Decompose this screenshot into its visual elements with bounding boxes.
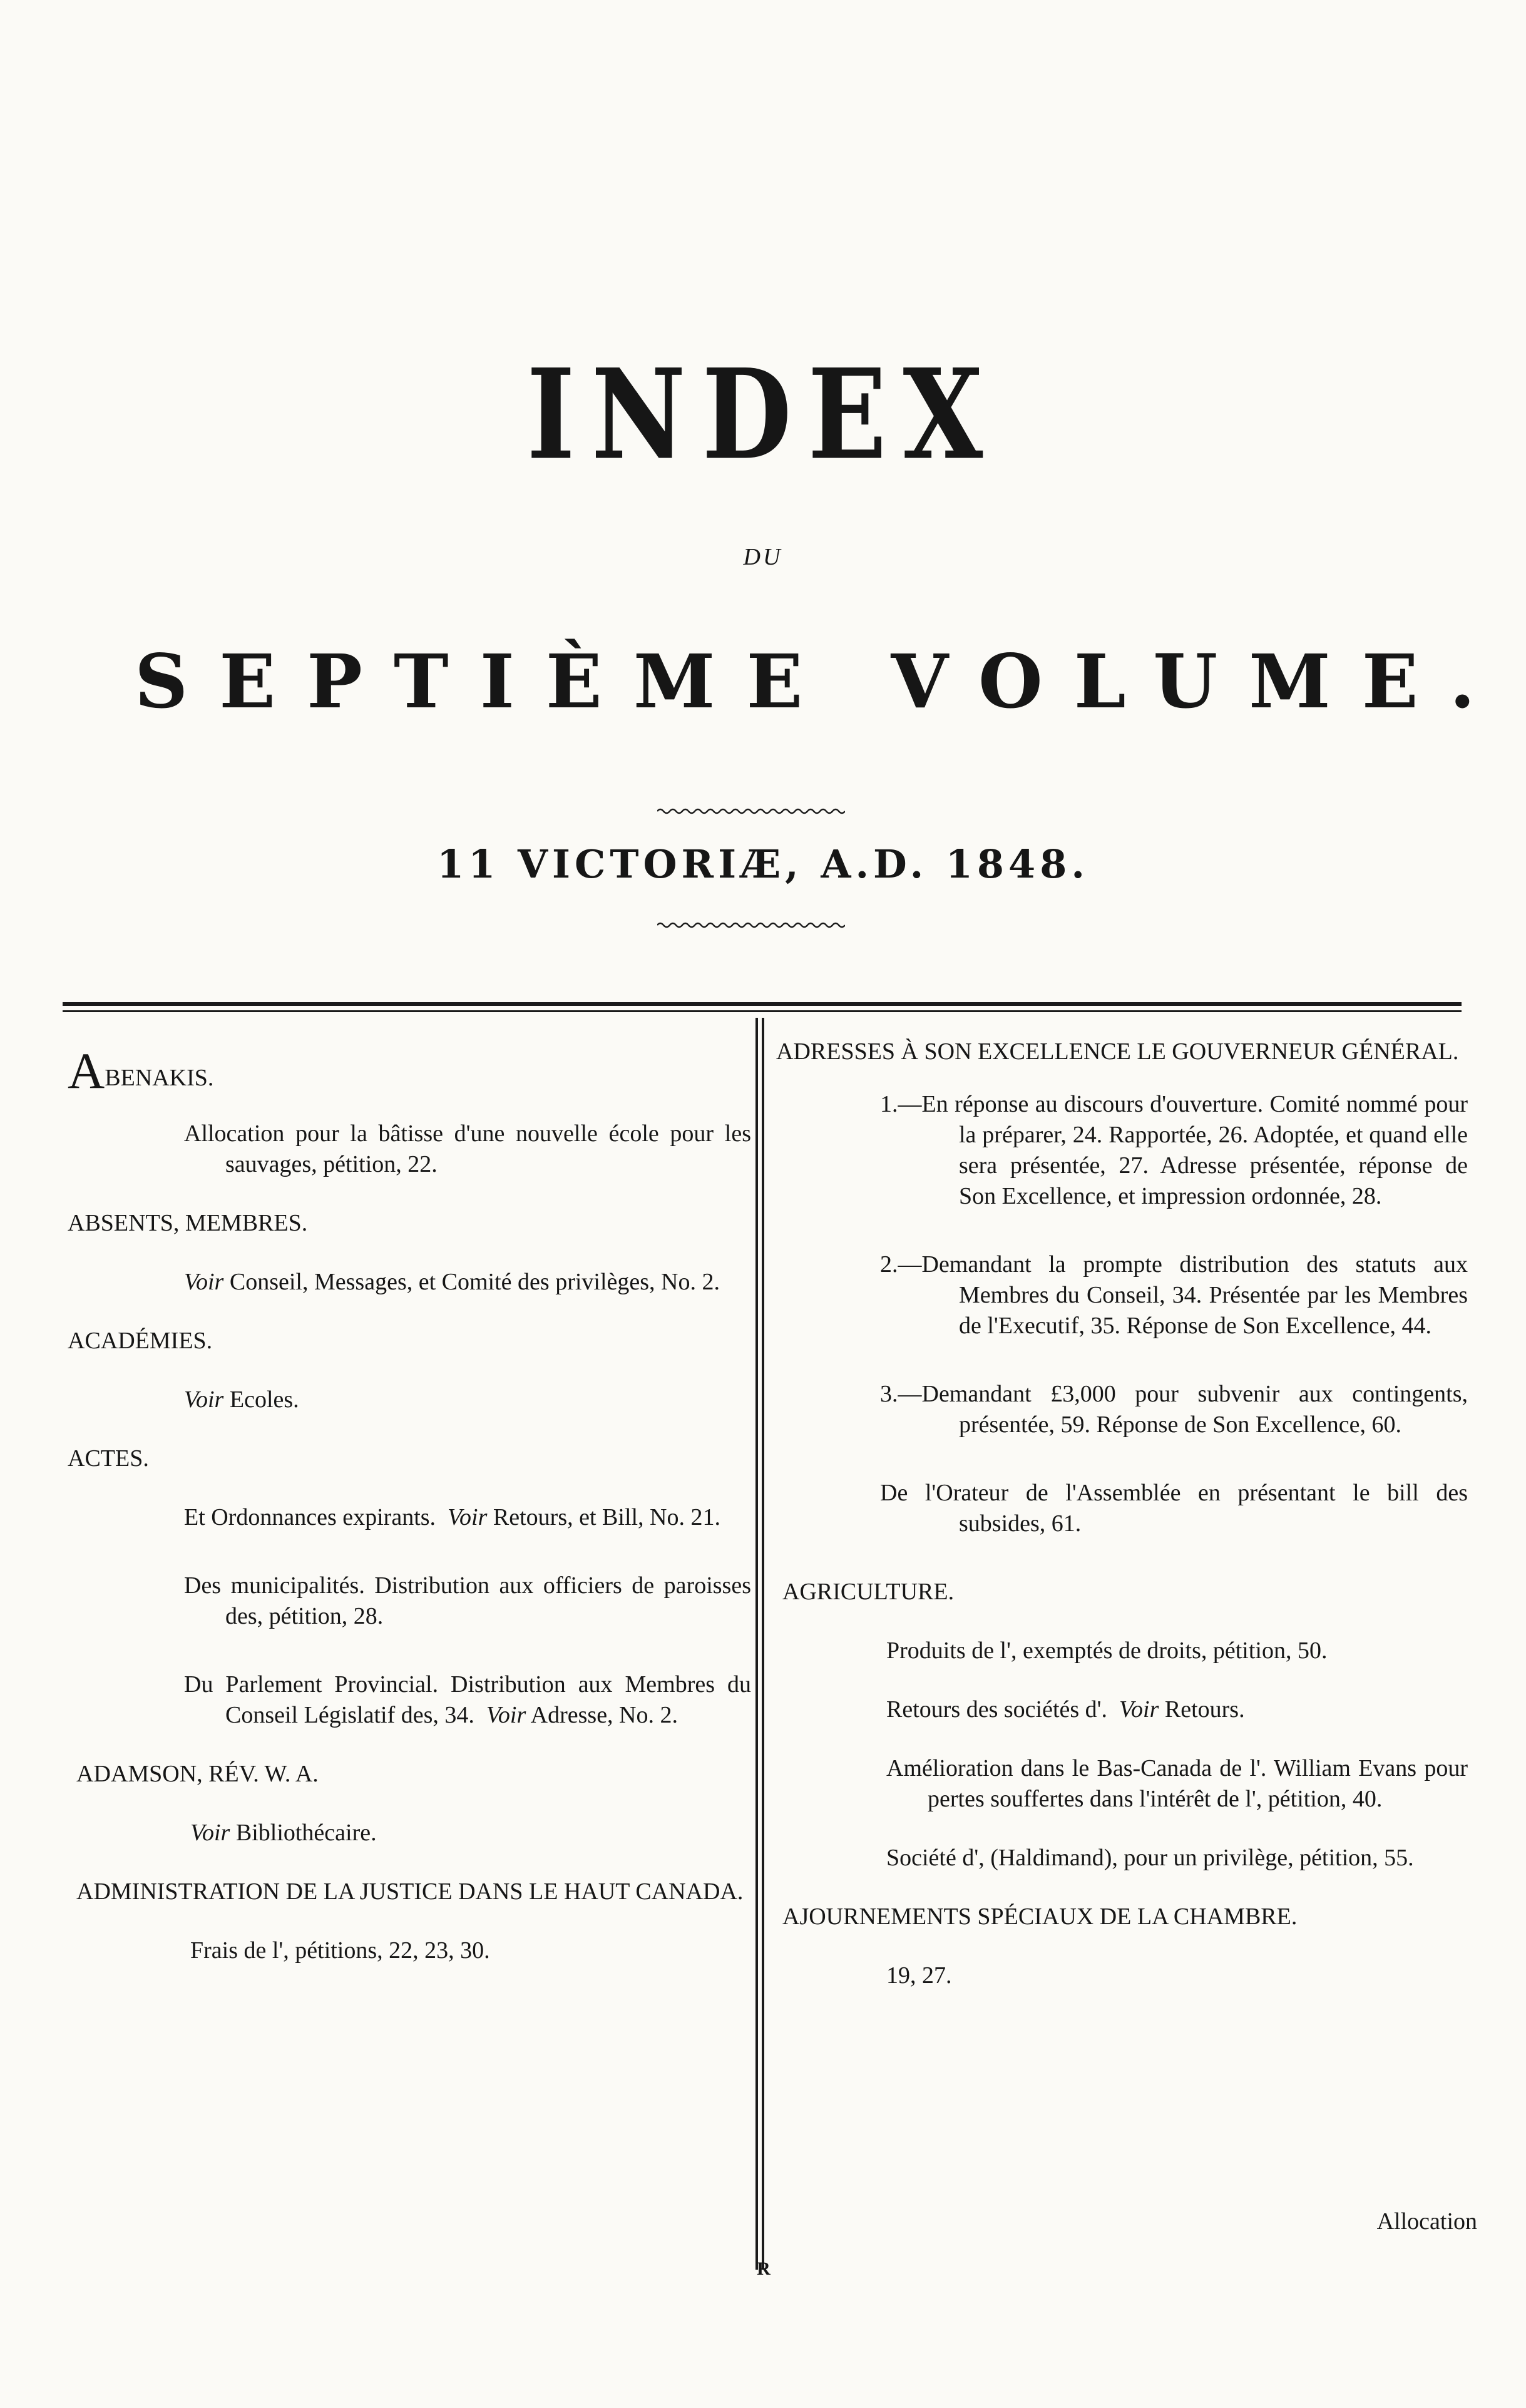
continuation-word: Allocation [1376, 2208, 1477, 2235]
entry-pre: Et Ordonnances expirants. [184, 1504, 448, 1530]
entry: Des municipalités. Distribution aux officiers de paroisses des, pétition, 28. [184, 1572, 751, 1629]
entry-text: Ecoles. [223, 1386, 299, 1413]
wavy-ornament-bottom [657, 921, 845, 929]
entry: 1.—En réponse au discours d'ouverture. Comité nommé pour la préparer, 24. Rapportée, 26. Adoptée, et quand elle sera présentée, 27. Adresse présentée, réponse de Son Excellence, et impression ordonnée, 28. [880, 1091, 1468, 1209]
voir-label: Voir [448, 1504, 488, 1530]
entry-text: Conseil, Messages, et Comité des privilèges, No. 2. [223, 1269, 720, 1295]
signature-mark: R [757, 2258, 771, 2279]
entry: 3.—Demandant £3,000 pour subvenir aux contingents, présentée, 59. Réponse de Son Excellence, 60. [880, 1381, 1468, 1438]
entry-text: Retours. [1159, 1696, 1245, 1723]
heading-abenakis [68, 1042, 751, 1099]
entry [184, 1267, 751, 1298]
entry [886, 1694, 1468, 1725]
wavy-ornament-top [657, 807, 845, 815]
voir-label: Voir [1119, 1696, 1159, 1723]
entry: 19, 27. [886, 1962, 952, 1989]
heading-adresses: ADRESSES À SON EXCELLENCE LE GOUVERNEUR GÉNÉRAL. [776, 1038, 1459, 1065]
entry [184, 1385, 751, 1415]
entry-pre: Retours des sociétés d'. [886, 1696, 1120, 1723]
title-volume: SEPTIÈME VOLUME. [135, 638, 1507, 725]
heading-ajournements: AJOURNEMENTS SPÉCIAUX DE LA CHAMBRE. [782, 1903, 1298, 1930]
entry-text: Retours, et Bill, No. 21. [487, 1504, 721, 1530]
entry [184, 1669, 757, 1731]
heading-agriculture: AGRICULTURE. [782, 1579, 955, 1605]
entry: De l'Orateur de l'Assemblée en présentant le bill des subsides, 61. [880, 1480, 1468, 1537]
voir-label: Voir [184, 1269, 224, 1295]
heading-actes: ACTES. [68, 1445, 149, 1472]
entry: 2.—Demandant la prompte distribution des statuts aux Membres du Conseil, 34. Présentée par les Membres de l'Executif, 35. Réponse de Son Excellence, 44. [880, 1251, 1468, 1339]
entry [184, 1502, 751, 1533]
entry [190, 1818, 751, 1848]
double-rule-thin [63, 1010, 1462, 1012]
entry: Produits de l', exemptés de droits, pétition, 50. [886, 1637, 1328, 1664]
entry-pre: Du Parlement Provincial. Distribution aux Membres du Conseil Législatif des, 34. [184, 1671, 757, 1728]
column-divider-a [755, 1018, 758, 2270]
right-column [776, 1033, 1468, 1991]
heading-academies: ACADÉMIES. [68, 1328, 213, 1354]
voir-label: Voir [190, 1820, 230, 1846]
voir-label: Voir [486, 1702, 526, 1728]
entry: Société d', (Haldimand), pour un privilège, pétition, 55. [886, 1845, 1414, 1871]
entry-text: Adresse, No. 2. [526, 1702, 679, 1728]
entry: Allocation pour la bâtisse d'une nouvelle école pour les sauvages, pétition, 22. [184, 1120, 751, 1177]
voir-label: Voir [184, 1386, 224, 1413]
drop-cap: A [68, 1042, 105, 1099]
column-divider-b [762, 1018, 764, 2270]
heading-text: BENAKIS. [105, 1065, 214, 1091]
double-rule-thick [63, 1002, 1462, 1006]
title-index: INDEX [526, 341, 1000, 488]
left-column [68, 1033, 757, 1966]
entry: Amélioration dans le Bas-Canada de l'. William Evans pour pertes souffertes dans l'intérêt de l', pétition, 40. [886, 1755, 1468, 1812]
heading-absents: ABSENTS, MEMBRES. [68, 1210, 308, 1236]
title-date: 11 VICTORIÆ, A.D. 1848. [437, 841, 1089, 887]
entry: Frais de l', pétitions, 22, 23, 30. [190, 1937, 490, 1964]
entry-text: Bibliothécaire. [230, 1820, 377, 1846]
title-du: DU [743, 544, 783, 570]
heading-adamson: ADAMSON, RÉV. W. A. [76, 1761, 319, 1787]
heading-administration: ADMINISTRATION DE LA JUSTICE DANS LE HAUT CANADA. [76, 1878, 744, 1905]
